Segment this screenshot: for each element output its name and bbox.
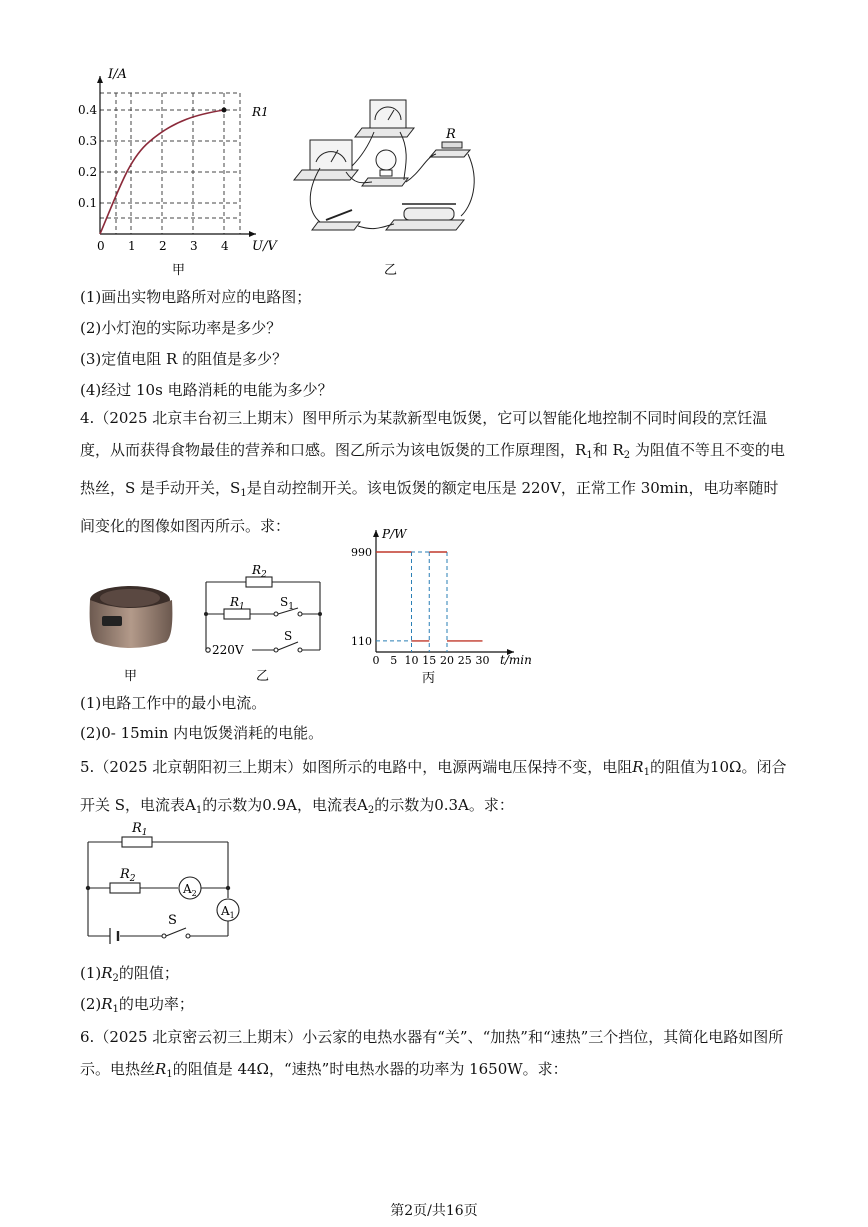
- graph-jia: [74, 64, 277, 279]
- chart-x-tick-label: 10: [404, 654, 419, 667]
- q5-label-s: S: [168, 913, 177, 928]
- q4-circuit-caption: 乙: [256, 669, 270, 684]
- graph-jia-ytick: 0.2: [78, 165, 98, 179]
- q3-part-2: (2)小灯泡的实际功率是多少？: [80, 319, 282, 337]
- q4-source: （2025 北京丰台初三上期末）: [94, 409, 303, 427]
- q4-circuit-yi: [198, 562, 330, 688]
- circuit-yi-resistor-label: R: [446, 127, 456, 142]
- q4-label-r1: $R_1$: [230, 595, 245, 612]
- q5-text-a: 如图所示的电路中，电源两端电压保持不变，电阻: [302, 758, 633, 776]
- chart-x-tick-label: 0: [372, 654, 380, 667]
- q4-label-s1: $S_1$: [280, 595, 294, 612]
- rice-cooker-caption: 甲: [124, 669, 138, 684]
- graph-jia-x-label: U/V: [252, 239, 277, 254]
- q5-text-d: 的示数为0.3A。求：: [374, 796, 514, 814]
- q4-text-c: 是自动控制开关。该电饭煲的额定电压是 220V，正常工作 30min，电功率随时间变化的图像如图丙所示。求：: [80, 479, 779, 535]
- graph-jia-y-label: I/A: [108, 67, 127, 82]
- chart-y-tick-label: 110: [351, 634, 372, 648]
- q5-label-r1: $R_1$: [132, 821, 148, 838]
- q5-number: 5.: [80, 758, 95, 776]
- q6-text-a: 小云家的电热水器有“关”、“加热”和“速热”三个挡位，其简化电路如图所示。电热丝: [80, 1028, 784, 1078]
- chart-x-tick-label: 30: [475, 654, 490, 667]
- graph-jia-ytick: 0.4: [78, 103, 98, 117]
- chart-x-tick-label: 25: [457, 654, 472, 667]
- q6-number: 6.: [80, 1028, 95, 1046]
- q4-label-r2: $R_2$: [252, 563, 267, 580]
- graph-jia-xtick: 0: [97, 239, 105, 253]
- page-footer: 第2页/共16页: [390, 1203, 478, 1219]
- graph-jia-ytick: 0.1: [78, 196, 98, 210]
- graph-jia-xtick: 1: [128, 239, 136, 253]
- q5-part-1: $(1)R_2$的阻值；: [80, 964, 179, 984]
- q5-circuit: [80, 818, 250, 950]
- chart-y-label: P/W: [382, 527, 407, 541]
- q5-source: （2025 北京朝阳初三上期末）: [94, 758, 303, 776]
- q6-stem: 6.（2025 北京密云初三上期末）小云家的电热水器有“关”、“加热”和“速热”三个挡位，其简化电路如图所示。电热丝$R_1$的阻值是 44Ω，“速热”时电热水器的功率为 1650W。求：: [80, 1028, 784, 1080]
- q3-part-4: (4)经过 10s 电路消耗的电能为多少？: [80, 381, 333, 399]
- graph-jia-ytick: 0.3: [78, 134, 98, 148]
- q5-stem: 5.（2025 北京朝阳初三上期末）如图所示的电路中，电源两端电压保持不变，电阻$R_1$的阻值为10Ω。闭合开关 S，电流表$A_1$的示数为0.9A，电流表$A_2$的示数为0.3A。求：: [80, 758, 787, 816]
- q5-text-b: 的阻值为10Ω。闭合开关 S，电流表: [80, 758, 787, 814]
- q4-text-b: 为阻值不等且不变的电热丝，S 是手动开关，: [80, 441, 785, 497]
- graph-jia-xtick: 4: [221, 239, 229, 253]
- q4-text-a: 图甲所示为某款新型电饭煲，它可以智能化地控制不同时间段的烹饪温度，从而获得食物最佳的营养和口感。图乙所示为该电饭煲的工作原理图，: [80, 409, 768, 459]
- graph-jia-xtick: 3: [190, 239, 198, 253]
- circuit-yi: [296, 92, 481, 282]
- q4-label-voltage: 220V: [212, 643, 244, 657]
- chart-x-tick-label: 20: [440, 654, 454, 667]
- power-time-chart: [340, 524, 540, 688]
- chart-x-tick-label: 15: [422, 654, 437, 667]
- q5-text-c: 的示数为0.9A，电流表: [202, 796, 357, 814]
- q5-part-2: $(2)R_1$的电功率；: [80, 995, 194, 1015]
- graph-jia-xtick: 2: [159, 239, 167, 253]
- graph-jia-caption: 甲: [172, 263, 186, 278]
- chart-y-tick-label: 990: [351, 546, 372, 559]
- q5-label-a2: $A_2$: [183, 882, 197, 898]
- graph-jia-curve-label: R1: [252, 105, 269, 119]
- q3-part-3: (3)定值电阻 R 的阻值是多少？: [80, 350, 288, 368]
- rice-cooker-image: [80, 576, 186, 688]
- q4-part-1: (1)电路工作中的最小电流。: [80, 694, 267, 712]
- circuit-yi-caption: 乙: [384, 263, 398, 278]
- chart-caption: 丙: [422, 671, 436, 686]
- q6-text-b: 的阻值是 44Ω，“速热”时电热水器的功率为 1650W。求：: [172, 1060, 568, 1078]
- q3-part-1: (1)画出实物电路所对应的电路图；: [80, 288, 312, 306]
- q4-part-2: (2)0- 15min 内电饭煲消耗的电能。: [80, 724, 324, 742]
- q6-source: （2025 北京密云初三上期末）: [94, 1028, 303, 1046]
- chart-x-label: t/min: [500, 653, 532, 667]
- q4-stem: 4.（2025 北京丰台初三上期末）图甲所示为某款新型电饭煲，它可以智能化地控制不同时间段的烹饪温度，从而获得食物最佳的营养和口感。图乙所示为该电饭煲的工作原理图，$R_1$和 $R_2$ 为阻值不等且不变的电热丝，S 是手动开关，$S_1$是自动控制开关。该电饭煲的额定电压是 220V，正常工作 30min，电功率随时间变化的图像如图丙所示。求：: [80, 409, 785, 535]
- chart-x-tick-label: 5: [390, 654, 398, 667]
- q5-label-r2: $R_2$: [120, 867, 136, 884]
- q4-label-s: S: [284, 629, 293, 643]
- q5-label-a1: $A_1$: [221, 904, 235, 920]
- q4-number: 4.: [80, 409, 95, 427]
